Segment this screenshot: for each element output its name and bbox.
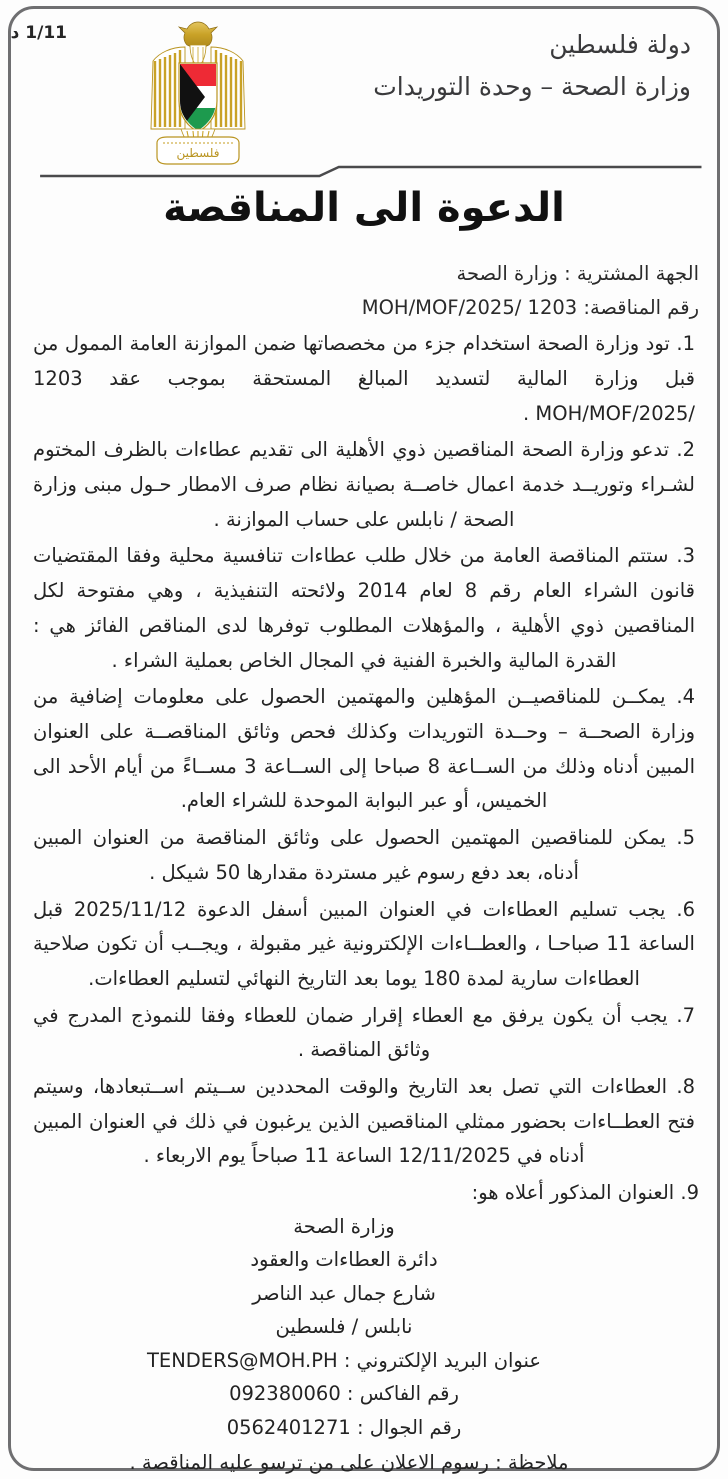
address-line: دائرة العطاءات والعقود (250, 1248, 438, 1272)
header-divider (11, 159, 717, 183)
address-line: نابلس / فلسطين (275, 1315, 413, 1339)
header-title-block (373, 27, 691, 106)
clause-5: 5. يمكن للمناقصين المهتمين الحصول على وثائق المناقصة من العنوان المبين أدناه، بعد دفع رسوم غير مستردة مقدارها 50 شيكل . (33, 826, 695, 884)
state-name: دولة فلسطين (549, 30, 691, 59)
fax-line: رقم الفاكس : 092380060 (229, 1382, 459, 1406)
document-frame (8, 6, 720, 1475)
address-line: وزارة الصحة (293, 1214, 395, 1238)
document-body (29, 257, 699, 1480)
eagle-of-saladin-emblem (135, 17, 261, 169)
advertisement-fee-note: ملاحظة : رسوم الاعلان على من ترسو عليه المناقصة . (129, 1451, 569, 1475)
contact-list (29, 1344, 699, 1445)
clause-2: 2. تدعو وزارة الصحة المناقصين ذوي الأهلية الى تقديم عطاءات بالظرف المختوم لشـراء وتوريــد خدمة اعمال خاصــة بصيانة نظام صرف الامطار حـول مبنى وزارة الصحة / نابلس على حساب الموازنة . (33, 438, 695, 531)
clause-8: 8. العطاءات التي تصل بعد التاريخ والوقت المحددين ســيتم اســتبعادها، وسيتم فتح العطــاءات بحضور ممثلي المناقصين الذين يرغبون في ذلك في العنوان المبين أدناه في 12/11/2025 الساعة 11 صباحاً يوم الاربعاء . (33, 1075, 695, 1168)
emblem-caption: فلسطين (176, 146, 220, 160)
address-heading: 9. العنوان المذكور أعلاه هو: (471, 1181, 699, 1205)
clause-4: 4. يمكــن للمناقصيــن المؤهلين والمهتمين الحصول على معلومات إضافية من وزارة الصحــة – وحــدة التوريدات وكذلك فحص وثائق المناقصــة على العنوان المبين أدناه وذلك من الســاعة 8 صباحا إلى الســاعة 3 مســاءً من أيام الأحد الى الخميس، أو عبر البوابة الموحدة للشراء العام. (33, 685, 695, 813)
clause-7: 7. يجب أن يكون يرفق مع العطاء إقرار ضمان للعطاء وفقا للنموذج المدرج في وثائق المناقصة . (33, 1003, 695, 1062)
address-line: شارع جمال عبد الناصر (252, 1281, 436, 1305)
tender-number-line: رقم المناقصة: 1203 /MOH/MOF/2025 (361, 296, 699, 320)
clause-1: 1. تود وزارة الصحة استخدام جزء من مخصصاتها ضمن الموازنة العامة الممول من قبل وزارة المالية لتسديد المبالغ المستحقة بموجب عقد 1203 /MOH/MOF/2025 . (33, 332, 695, 425)
document-header (11, 9, 717, 169)
clause-3: 3. ستتم المناقصة العامة من خلال طلب عطاءات تنافسية محلية وفقا المقتضيات قانون الشراء العام رقم 8 لعام 2014 ولائحته التنفيذية ، وهي مفتوحة لكل المناقصين ذوي الأهلية ، والمؤهلات المطلوب توفرها لدى المناقص الفائز هي : القدرة المالية والخبرة الفنية في المجال الخاص بعملية الشراء . (33, 544, 696, 672)
clause-6: 6. يجب تسليم العطاءات في العنوان المبين أسفل الدعوة 2025/11/12 قبل الساعة 11 صباحـا ، والعطــاءات الإلكترونية غير مقبولة ، ويجــب أن تكون صلاحية العطاءات سارية لمدة 180 يوما بعد التاريخ النهائي لتسليم العطاءات. (33, 897, 695, 990)
address-list (29, 1210, 699, 1344)
page-title: الدعوة الى المناقصة (163, 185, 565, 231)
email-line: عنوان البريد الإلكتروني : TENDERS@MOH.PH (146, 1348, 542, 1372)
document-code: 1/11 د (10, 23, 67, 43)
buyer-entity-line: الجهة المشترية : وزارة الصحة (456, 262, 699, 285)
mobile-line: رقم الجوال : 0562401271 (226, 1415, 462, 1439)
ministry-unit-line: وزارة الصحة – وحدة التوريدات (373, 72, 691, 102)
